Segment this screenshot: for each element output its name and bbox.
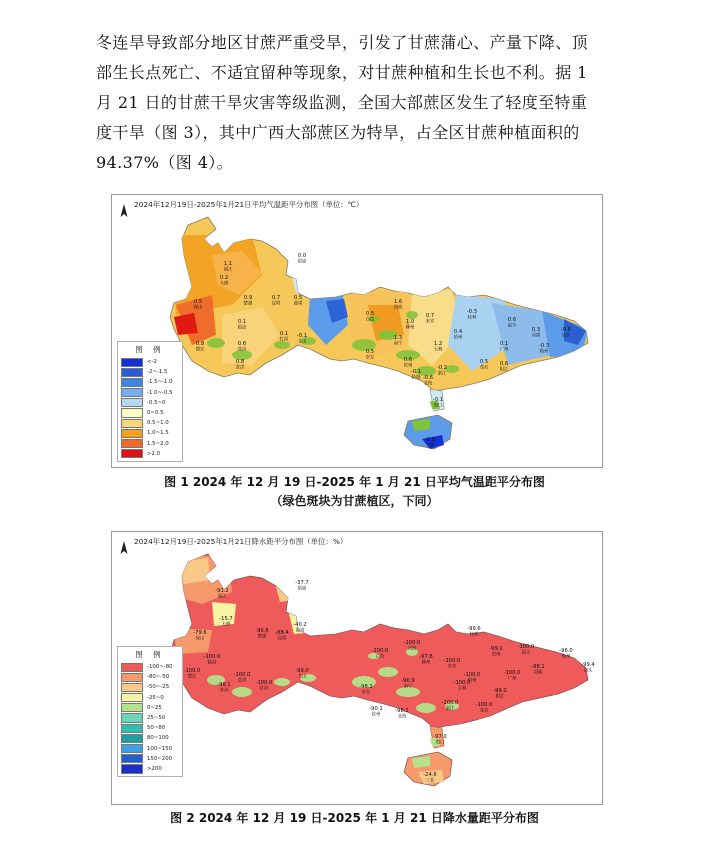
station-value: 0.4 <box>453 329 463 335</box>
station-city: 韶关 <box>521 650 531 656</box>
station-value: 0.1 <box>499 341 509 347</box>
station-city: 临沧 <box>237 325 247 331</box>
legend-item <box>121 428 179 438</box>
station-city: 文山 <box>297 339 307 345</box>
legend-item <box>121 449 179 459</box>
station-value: -0.3 <box>466 309 478 315</box>
station-city: 三亚 <box>425 443 435 449</box>
station-city: 桂林 <box>467 315 477 321</box>
legend-label: -0.5~0 <box>147 399 166 406</box>
legend-label: >200 <box>147 765 162 772</box>
north-arrow-icon <box>120 541 128 555</box>
station-value: -100.0 <box>475 702 493 708</box>
station-city: 海口 <box>435 740 445 746</box>
station-city: 曲靖 <box>293 301 303 307</box>
north-arrow-icon <box>120 204 128 218</box>
legend-label: -1.0~-0.5 <box>147 389 173 396</box>
legend-swatch <box>121 439 143 448</box>
station-city: 文山 <box>297 674 307 680</box>
province-land <box>170 554 588 786</box>
station-value: -99.2 <box>489 646 503 652</box>
map-title: 2024年12月19日-2025年1月21日降水距平分布图（单位：%） <box>134 537 348 546</box>
station-value: -0.1 <box>410 369 422 375</box>
legend <box>117 341 183 462</box>
station-value: -100.0 <box>203 654 221 660</box>
station-city: 玉林 <box>457 686 467 692</box>
station-city: 景洪 <box>235 365 245 371</box>
station-value: -90.1 <box>369 706 383 712</box>
legend-swatch <box>121 378 143 387</box>
station-city: 百色 <box>375 654 385 660</box>
station-city: 海口 <box>433 403 443 409</box>
station-city: 来宾 <box>425 319 435 325</box>
station-value: -100.0 <box>255 680 273 686</box>
station-value: -98.2 <box>395 708 409 714</box>
station-city: 楚雄 <box>257 634 267 640</box>
legend-swatch <box>121 368 143 377</box>
station-value: -99.1 <box>217 682 231 688</box>
station-value: -24.6 <box>423 772 437 778</box>
station-value: 1.0 <box>405 319 415 325</box>
legend-label: -50~-25 <box>147 684 170 691</box>
legend-label: 0~25 <box>147 704 162 711</box>
station-city: 河池 <box>393 305 403 311</box>
legend-label: <-2 <box>147 359 157 366</box>
station-city: 保山 <box>193 305 203 311</box>
station-city: 德宏 <box>195 347 205 353</box>
station-city: 南宁 <box>403 684 413 690</box>
station-value: 0.6 <box>237 341 247 347</box>
station-city: 普洱 <box>219 688 229 694</box>
legend-item <box>121 693 179 703</box>
station-value: -0.2 <box>436 365 448 371</box>
station-city: 阳江 <box>495 694 505 700</box>
station-value: -97.8 <box>419 654 433 660</box>
province-land <box>170 217 588 449</box>
station-city: 丽江 <box>217 594 227 600</box>
legend-label: 50~80 <box>147 725 166 732</box>
map-title: 2024年12月19日-2025年1月21日平均气温距平分布图（单位：℃） <box>134 200 364 209</box>
station-value: -100.0 <box>371 648 389 654</box>
station-value: 0.3 <box>531 327 541 333</box>
legend-item <box>121 357 179 367</box>
station-city: 钦州 <box>371 712 381 718</box>
station-value: 0.0 <box>297 253 307 259</box>
station-value: 0.1 <box>279 331 289 337</box>
station-city: 崇左 <box>365 355 375 361</box>
figure-caption: 图 1 2024 年 12 月 19 日-2025 年 1 月 21 日平均气温距平分布图 <box>164 475 545 489</box>
legend-swatch <box>121 713 143 722</box>
precipitation-map-graphic <box>112 532 602 804</box>
legend-swatch <box>121 663 143 672</box>
station-city: 汕头 <box>561 333 571 339</box>
station-city: 茂名 <box>479 365 489 371</box>
legend-title: 图 例 <box>135 650 165 659</box>
station-city: 湛江 <box>445 706 455 712</box>
station-city: 红河 <box>279 337 289 343</box>
station-city: 河源 <box>533 670 543 676</box>
station-value: -100.0 <box>403 640 421 646</box>
station-city: 贺州 <box>491 652 501 658</box>
precipitation-anomaly-map <box>111 531 603 805</box>
station-city: 茂名 <box>479 708 489 714</box>
station-city: 梧州 <box>467 678 477 684</box>
station-value: 0.6 <box>507 317 517 323</box>
legend-swatch <box>121 724 143 733</box>
legend-items <box>121 662 179 774</box>
legend-swatch <box>121 388 143 397</box>
station-city: 丽江 <box>223 267 233 273</box>
station-value: -96.9 <box>401 678 415 684</box>
station-value: 1.1 <box>223 261 233 267</box>
station-city: 梧州 <box>453 335 463 341</box>
station-city: 广州 <box>507 676 517 682</box>
station-city: 河源 <box>531 333 541 339</box>
station-city: 梅州 <box>561 654 571 660</box>
legend-item <box>121 744 179 754</box>
station-value: -100.0 <box>503 670 521 676</box>
station-value: -0.1 <box>296 333 308 339</box>
station-value: 0.2 <box>219 275 229 281</box>
legend-items <box>121 357 179 459</box>
legend-swatch <box>121 744 143 753</box>
figure-caption: 图 2 2024 年 12 月 19 日-2025 年 1 月 21 日降水量距平分布图 <box>170 811 539 825</box>
station-value: 0.6 <box>403 357 413 363</box>
station-city: 河池 <box>407 646 417 652</box>
legend-item <box>121 398 179 408</box>
station-city: 柳州 <box>421 660 431 666</box>
station-value: -15.7 <box>219 616 233 622</box>
body-paragraph <box>96 28 608 178</box>
station-value: -100.0 <box>453 680 471 686</box>
station-value: -0.6 <box>560 327 572 333</box>
station-value: 0.9 <box>243 295 253 301</box>
station-city: 柳州 <box>405 325 415 331</box>
legend-item <box>121 662 179 672</box>
station-city: 来宾 <box>447 664 457 670</box>
station-value: -99.0 <box>493 688 507 694</box>
station-city: 梅州 <box>539 349 549 355</box>
legend-swatch <box>121 683 143 692</box>
legend-label: -2~-1.5 <box>147 369 168 376</box>
legend-item <box>121 733 179 743</box>
legend-item <box>121 367 179 377</box>
station-value: -96.6 <box>255 628 269 634</box>
station-city: 南宁 <box>393 341 403 347</box>
station-value: 0.5 <box>479 359 489 365</box>
station-city: 景洪 <box>237 678 247 684</box>
legend-label: -100~-80 <box>147 664 173 671</box>
legend-label: 150~200 <box>147 755 173 762</box>
legend <box>117 646 183 777</box>
station-value: 0.5 <box>365 311 375 317</box>
station-city: 昭通 <box>297 259 307 265</box>
legend-item <box>121 754 179 764</box>
station-value: -88.4 <box>275 630 289 636</box>
paragraph-line: 94.37%（图 4）。 <box>96 153 234 172</box>
station-city: 百色 <box>365 317 375 323</box>
station-value: -79.6 <box>193 630 207 636</box>
station-value: -100.0 <box>517 644 535 650</box>
legend-label: 25~50 <box>147 715 166 722</box>
station-city: 韶关 <box>507 323 517 329</box>
legend-label: 100~150 <box>147 745 173 752</box>
legend-title: 图 例 <box>135 345 165 354</box>
station-city: 楚雄 <box>243 301 253 307</box>
legend-item <box>121 388 179 398</box>
station-city: 大理 <box>221 622 231 628</box>
legend-label: 1.5~2.0 <box>147 440 169 447</box>
legend-item <box>121 408 179 418</box>
station-value: -0.6 <box>422 375 434 381</box>
legend-item <box>121 377 179 387</box>
station-city: 阳江 <box>499 367 509 373</box>
station-city: 广州 <box>499 347 509 353</box>
station-city: 红河 <box>259 686 269 692</box>
figure-caption-note: （绿色斑块为甘蔗植区，下同） <box>270 494 439 508</box>
station-city: 临沧 <box>207 660 217 666</box>
legend-swatch <box>121 398 143 407</box>
station-value: -99.6 <box>467 626 481 632</box>
legend-swatch <box>121 358 143 367</box>
station-city: 保山 <box>195 636 205 642</box>
legend-swatch <box>121 449 143 458</box>
station-city: 昆明 <box>271 301 281 307</box>
station-city: 钦州 <box>403 363 413 369</box>
legend-label: -25~0 <box>147 694 164 701</box>
paragraph-line: 月 21 日的甘蔗干旱灾害等级监测，全国大部蔗区发生了轻度至特重 <box>96 93 588 112</box>
station-value: 0.8 <box>195 341 205 347</box>
station-value: 0.7 <box>271 295 281 301</box>
station-value: 0.5 <box>365 349 375 355</box>
legend-swatch <box>121 703 143 712</box>
station-value: -100.0 <box>441 700 459 706</box>
station-value: -96.0 <box>559 648 573 654</box>
station-value: -100.0 <box>463 672 481 678</box>
station-city: 北海 <box>423 381 433 387</box>
station-value: -98.1 <box>531 664 545 670</box>
station-city: 北海 <box>397 714 407 720</box>
station-value: -100.0 <box>183 668 201 674</box>
station-value: 0.5 <box>193 299 203 305</box>
station-value: 1.2 <box>433 341 443 347</box>
paragraph-line: 部生长点死亡、不适宜留种等现象，对甘蔗种植和生长也不利。据 1 <box>96 63 588 82</box>
paragraph-line: 度干旱（图 3），其中广西大部蔗区为特旱，占全区甘蔗种植面积的 <box>96 123 580 142</box>
station-value: -0.1 <box>432 397 444 403</box>
legend-item <box>121 418 179 428</box>
legend-item <box>121 723 179 733</box>
legend-swatch <box>121 764 143 773</box>
legend-item <box>121 713 179 723</box>
legend-swatch <box>121 734 143 743</box>
legend-swatch <box>121 754 143 763</box>
station-value: 0.5 <box>293 295 303 301</box>
station-value: -98.2 <box>359 684 373 690</box>
station-value: -40.2 <box>293 622 307 628</box>
station-value: -0.8 <box>424 437 436 443</box>
legend-swatch <box>121 429 143 438</box>
legend-item <box>121 672 179 682</box>
station-city: 玉林 <box>433 347 443 353</box>
legend-swatch <box>121 408 143 417</box>
legend-label: 1.0~1.5 <box>147 430 169 437</box>
station-city: 德宏 <box>187 674 197 680</box>
station-value: -91.2 <box>215 588 229 594</box>
legend-label: >2.0 <box>147 450 161 457</box>
station-value: -0.3 <box>538 343 550 349</box>
legend-item <box>121 682 179 692</box>
station-city: 崇左 <box>361 690 371 696</box>
station-value: 0.6 <box>499 361 509 367</box>
station-value: -100.0 <box>233 672 251 678</box>
legend-item <box>121 439 179 449</box>
legend-swatch <box>121 693 143 702</box>
station-city: 桂林 <box>469 632 479 638</box>
station-value: 1.6 <box>393 299 403 305</box>
station-city: 大理 <box>219 281 229 287</box>
temperature-map-graphic <box>112 195 602 467</box>
station-value: 0.7 <box>425 313 435 319</box>
station-value: -100.0 <box>443 658 461 664</box>
station-city: 普洱 <box>237 347 247 353</box>
legend-swatch <box>121 673 143 682</box>
station-value: -99.0 <box>295 668 309 674</box>
station-value: 0.8 <box>235 359 245 365</box>
station-city: 汕头 <box>583 668 593 674</box>
station-city: 昆明 <box>277 636 287 642</box>
legend-label: -1.5~-1.0 <box>147 379 173 386</box>
station-city: 昭通 <box>297 586 307 592</box>
legend-item <box>121 764 179 774</box>
station-city: 湛江 <box>437 371 447 377</box>
station-city: 三亚 <box>425 778 435 784</box>
station-value: 0.1 <box>237 319 247 325</box>
legend-label: 80~100 <box>147 735 169 742</box>
legend-swatch <box>121 419 143 428</box>
station-city: 曲靖 <box>295 628 305 634</box>
legend-label: 0~0.5 <box>147 410 164 417</box>
station-value: 1.3 <box>393 335 403 341</box>
legend-label: 0.5~1.0 <box>147 420 169 427</box>
paragraph-line: 冬连旱导致部分地区甘蔗严重受旱，引发了甘蔗蒲心、产量下降、顶 <box>96 33 589 52</box>
station-city: 防城 <box>411 375 421 381</box>
station-value: -97.0 <box>433 734 447 740</box>
station-value: -37.7 <box>295 580 309 586</box>
legend-label: -80~-50 <box>147 674 170 681</box>
temperature-anomaly-map <box>111 194 603 468</box>
legend-item <box>121 703 179 713</box>
station-value: -99.4 <box>581 662 595 668</box>
